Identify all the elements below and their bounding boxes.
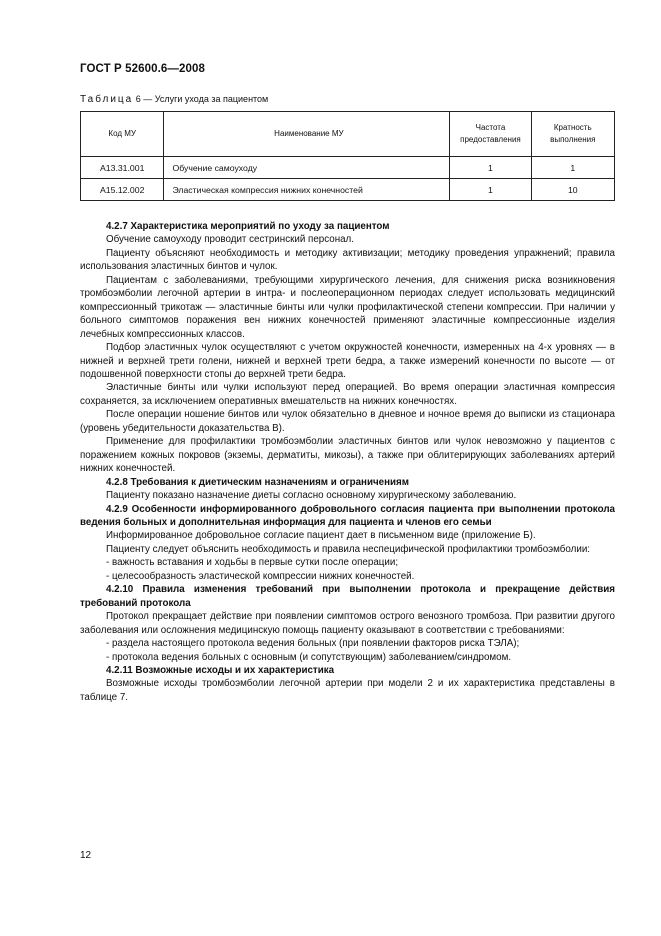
cell-code: А15.12.002	[81, 179, 164, 201]
section-heading: 4.2.7 Характеристика мероприятий по уходу за пациентом	[106, 221, 390, 232]
section-heading: 4.2.10 Правила изменения требований при выполнении протокола и прекращение действия требований протокола	[80, 584, 615, 609]
column-header-frequency: Частота предоставления	[450, 112, 531, 157]
paragraph: Информированное добровольное согласие пациент дает в письменном виде (приложение Б).	[106, 530, 536, 542]
table-caption	[80, 94, 268, 105]
cell-multiplicity: 1	[531, 157, 614, 179]
section-heading: 4.2.9 Особенности информированного добровольного согласия пациента при выполнении протокола ведения больных и дополнительная информация для пациента и членов его семьи	[80, 503, 615, 528]
list-item: - раздела настоящего протокола ведения больных (при появлении факторов риска ТЭЛА);	[106, 638, 520, 650]
paragraph: Протокол прекращает действие при появлении симптомов острого венозного тромбоза. При развитии другого заболевания или осложнения медицинскую помощь пациенту оказывают в соответствии с требованиями:	[80, 611, 615, 636]
table-header-row	[81, 112, 615, 157]
table-row	[81, 179, 615, 201]
paragraph: Применение для профилактики тромбоэмболии эластичных бинтов или чулок невозможно у пациентов с поражением кожных покровов (экземы, дерматиты, микозы), а также при облитерирующих заболеваниях артерий нижних конечностей.	[80, 436, 615, 475]
cell-frequency: 1	[450, 179, 531, 201]
document-header: ГОСТ Р 52600.6—2008	[80, 63, 205, 75]
column-header-name: Наименование МУ	[164, 112, 450, 157]
cell-name: Эластическая компрессия нижних конечностей	[164, 179, 450, 201]
paragraph: Пациентам с заболеваниями, требующими хирургического лечения, для снижения риска возникновения тромбоэмболии легочной артерии в интра- и послеоперационном периодах следует использовать медицинский компрессионный трикотаж — эластичные бинты или чулки профилактической степени компрессии. При наличии у больного симптомов поражения вен нижних конечностей применяют эластичные компрессионные изделия лечебных компрессионных классов.	[80, 274, 615, 340]
column-header-multiplicity: Кратность выполнения	[531, 112, 614, 157]
paragraph: Пациенту показано назначение диеты согласно основному хирургическому заболеванию.	[106, 490, 517, 502]
cell-frequency: 1	[450, 157, 531, 179]
cell-code: А13.31.001	[81, 157, 164, 179]
paragraph: Эластичные бинты или чулки используют перед операцией. Во время операции эластичная компрессия сохраняется, за исключением оперативных вмешательств на нижних конечностях.	[80, 382, 615, 407]
column-header-code: Код МУ	[81, 112, 164, 157]
paragraph: После операции ношение бинтов или чулок обязательно в дневное и ночное время до выписки из стационара (уровень убедительности доказательства В).	[80, 409, 615, 434]
list-item: - протокола ведения больных с основным (и сопутствующим) заболеванием/синдромом.	[106, 651, 512, 663]
body-text	[80, 220, 615, 704]
table-caption-title: 6 — Услуги ухода за пациентом	[133, 94, 269, 104]
page-number: 12	[80, 850, 92, 861]
table-caption-word: Таблица	[80, 94, 134, 105]
paragraph: Возможные исходы тромбоэмболии легочной артерии при модели 2 и их характеристика представлены в таблице 7.	[80, 678, 615, 703]
cell-name: Обучение самоуходу	[164, 157, 450, 179]
paragraph: Обучение самоуходу проводит сестринский персонал.	[106, 234, 354, 246]
paragraph: Пациенту объясняют необходимость и методику активизации; методику проведения упражнений; правила использования эластичных бинтов и чулок.	[80, 247, 615, 273]
paragraph: Подбор эластичных чулок осуществляют с учетом окружностей конечности, измеренных на 4-х уровнях — в нижней и верхней трети голени, нижней и верхней трети бедра, а также измерений конечности по высоте — от подошвенной поверхности стопы до верхней трети бедра.	[80, 342, 615, 380]
section-heading: 4.2.11 Возможные исходы и их характеристика	[106, 664, 335, 676]
table-row	[81, 157, 615, 179]
section-heading: 4.2.8 Требования к диетическим назначениям и ограничениям	[106, 476, 410, 488]
list-item: - важность вставания и ходьбы в первые сутки после операции;	[106, 557, 399, 569]
paragraph: Пациенту следует объяснить необходимость и правила неспецифической профилактики тромбоэмболии:	[106, 543, 591, 555]
services-table	[80, 111, 615, 201]
cell-multiplicity: 10	[531, 179, 614, 201]
list-item: - целесообразность эластической компрессии нижних конечностей.	[106, 570, 415, 582]
